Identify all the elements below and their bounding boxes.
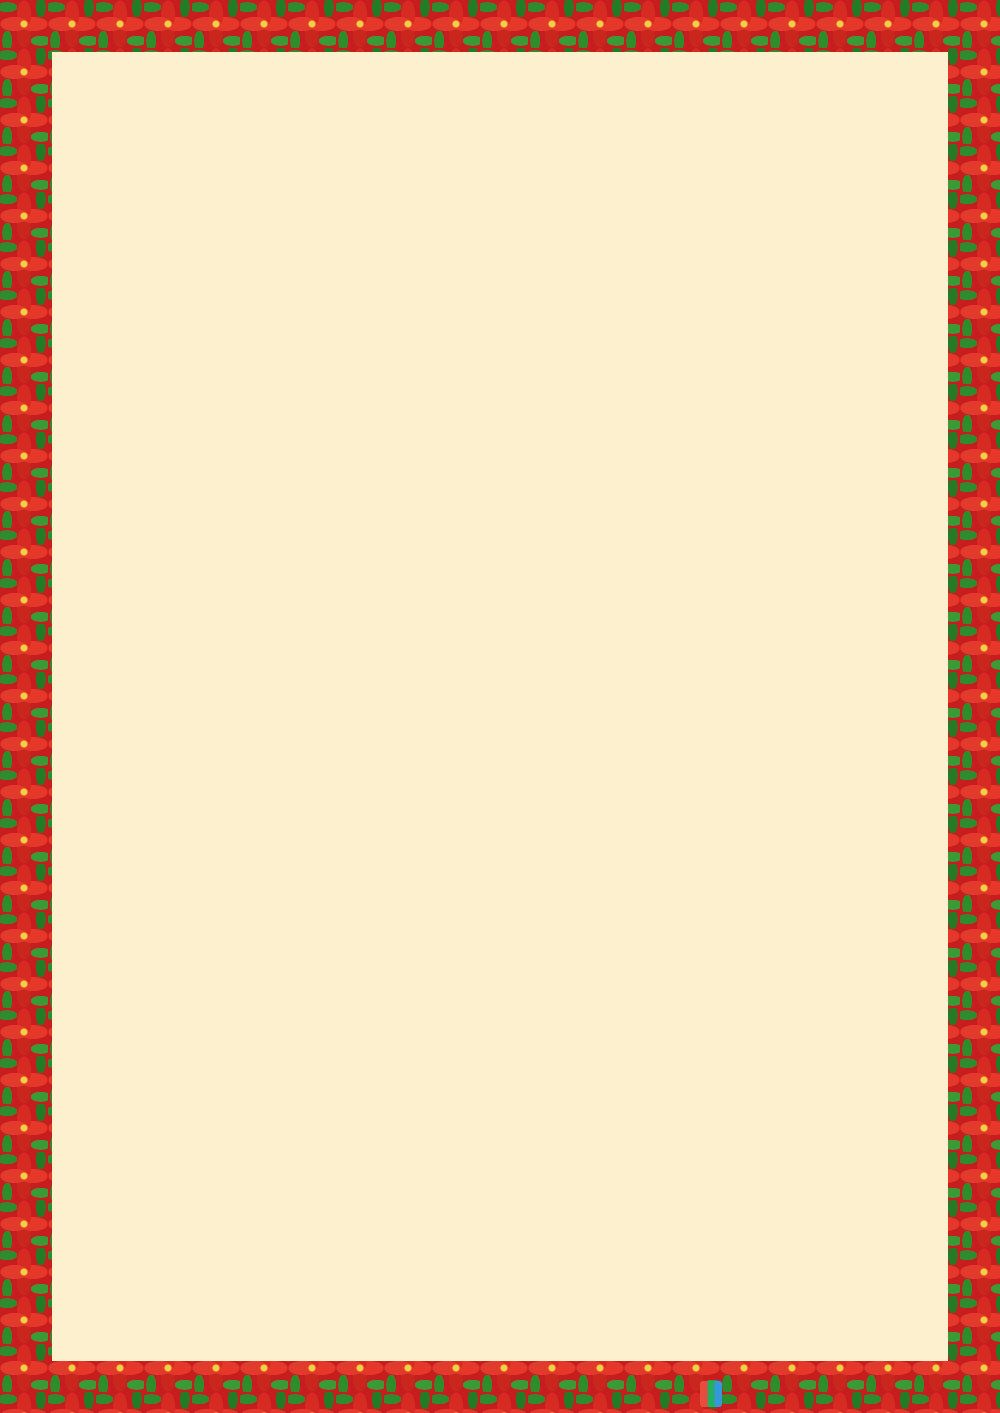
- liveworksheets-icon: [700, 1381, 722, 1407]
- liveworksheets-logo: [700, 1376, 724, 1408]
- worksheet-paper: [52, 52, 948, 1361]
- vertical-title-simple-present: [846, 118, 916, 1318]
